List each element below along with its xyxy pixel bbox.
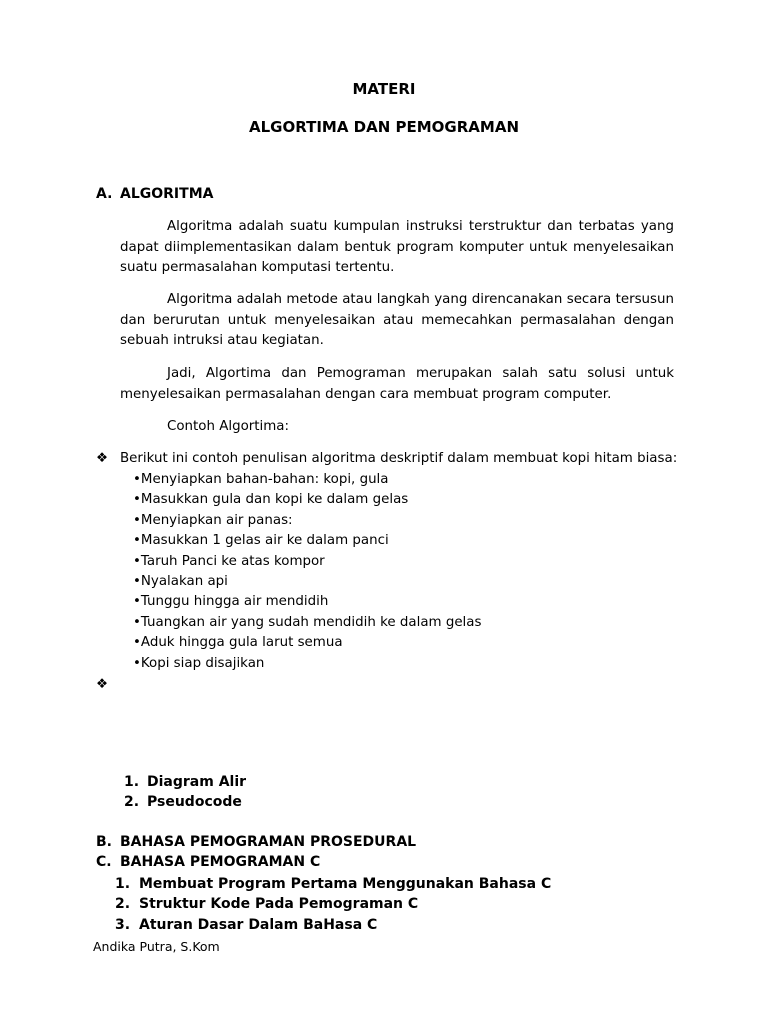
list-item: •Taruh Panci ke atas kompor — [133, 553, 325, 569]
list-item: •Tunggu hingga air mendidih — [133, 594, 329, 610]
section-a-marker: A. — [96, 186, 113, 202]
section-a-heading — [96, 186, 213, 202]
page-footer: Andika Putra, S.Kom — [93, 939, 220, 954]
diamond-bullet-icon: ❖ — [96, 451, 109, 466]
list-item: 1. Membuat Program Pertama Menggunakan Bahasa C — [115, 876, 552, 892]
diamond-bullet-icon: ❖ — [96, 677, 109, 692]
section-b-heading — [96, 834, 416, 850]
algorithm-steps — [133, 470, 481, 674]
list-item: •Masukkan 1 gelas air ke dalam panci — [133, 533, 389, 549]
empty-bullet-item — [96, 677, 120, 692]
section-a-list — [124, 772, 246, 813]
list-item: •Menyiapkan air panas: — [133, 512, 293, 528]
section-a-title: ALGORITMA — [120, 186, 214, 202]
list-item: •Nyalakan api — [133, 573, 228, 589]
bullet-item — [96, 451, 677, 466]
list-item: •Tuangkan air yang sudah mendidih ke dalam gelas — [133, 614, 482, 630]
list-item: 1. Diagram Alir — [124, 774, 247, 790]
section-c-marker: C. — [96, 854, 112, 870]
paragraph-3: Jadi, Algortima dan Pemograman merupakan salah satu solusi untuk menyelesaikan permasalahan dengan cara membuat program computer. — [120, 366, 674, 402]
section-b-marker: B. — [96, 834, 112, 850]
document-subtitle: ALGORTIMA DAN PEMOGRAMAN — [249, 118, 519, 136]
list-item: •Menyiapkan bahan-bahan: kopi, gula — [133, 472, 389, 487]
section-b-title: BAHASA PEMOGRAMAN PROSEDURAL — [120, 834, 417, 850]
example-label: Contoh Algortima: — [167, 419, 290, 434]
list-item: 2. Struktur Kode Pada Pemograman C — [115, 896, 419, 913]
list-item: 3. Aturan Dasar Dalam BaHasa C — [115, 916, 378, 933]
bullet-text: Berikut ini contoh penulisan algoritma deskriptif dalam membuat kopi hitam biasa: — [120, 451, 678, 466]
document-title: MATERI — [352, 80, 416, 98]
section-c-heading — [96, 854, 320, 870]
section-c-title: BAHASA PEMOGRAMAN C — [120, 854, 321, 870]
list-item: •Kopi siap disajikan — [133, 655, 265, 671]
section-c-list — [115, 874, 551, 935]
list-item: •Aduk hingga gula larut semua — [133, 635, 343, 651]
paragraph-1: Algoritma adalah suatu kumpulan instruksi terstruktur dan terbatas yang dapat diimplementasikan dalam bentuk program komputer untuk menyelesaikan suatu permasalahan komputasi tertentu. — [120, 219, 674, 275]
list-item: 2. Pseudocode — [124, 794, 242, 811]
paragraph-2: Algoritma adalah metode atau langkah yang direncanakan secara tersusun dan berurutan untuk menyelesaikan atau memecahkan permasalahan dengan sebuah intruksi atau kegiatan. — [120, 292, 674, 348]
list-item: •Masukkan gula dan kopi ke dalam gelas — [133, 492, 409, 508]
